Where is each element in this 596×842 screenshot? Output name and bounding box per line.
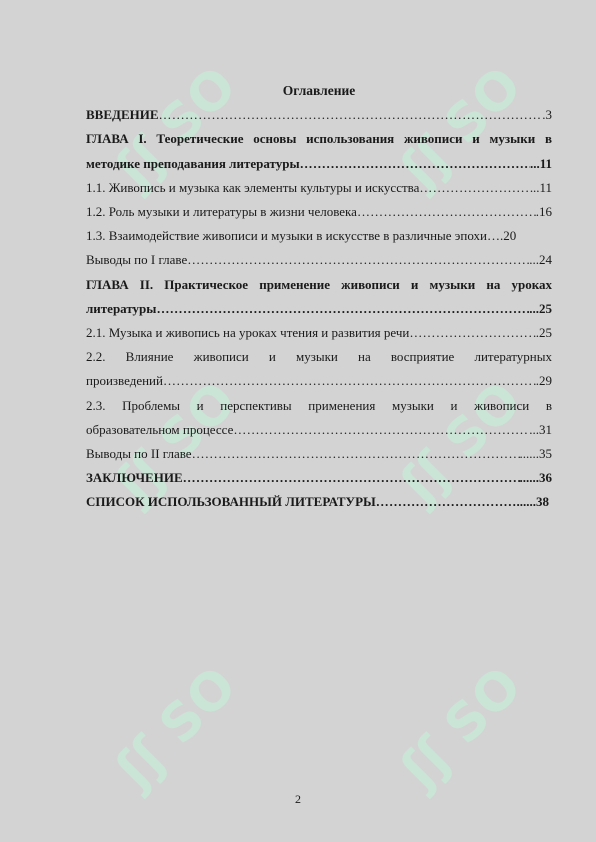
toc-entry-1-1[interactable]	[86, 176, 552, 200]
toc-entry-page: .25	[535, 325, 552, 341]
toc-title: Оглавление	[282, 83, 356, 98]
toc-entry-text: 1.1. Живопись и музыка как элементы культуры и искусства	[86, 179, 420, 195]
toc-entry-text: образовательном процессе	[86, 421, 234, 437]
toc-entry-page: ….20	[486, 228, 517, 244]
toc-leader	[300, 152, 530, 176]
toc-entry-text: 2.1. Музыка и живопись на уроках чтения и развития речи	[86, 325, 410, 341]
toc-leader	[187, 248, 529, 272]
toc-entry-text: литературы	[86, 300, 157, 316]
svg-text:ʃʃ SOFF: ʃʃ SOFF	[389, 23, 562, 200]
toc-entry-text: ЗАКЛЮЧЕНИЕ	[86, 470, 183, 486]
table-of-contents	[86, 79, 552, 515]
toc-leader	[156, 297, 529, 321]
toc-entry-text: Выводы по II главе	[86, 446, 192, 462]
toc-entry-text: 1.2. Роль музыки и литературы в жизни человека	[86, 204, 357, 220]
toc-entry-page: ..11	[532, 179, 552, 195]
page-number: 2	[295, 792, 301, 806]
svg-text:ʃʃ SOFF: ʃʃ SOFF	[104, 338, 277, 515]
toc-entry-chapter-2[interactable]	[86, 273, 552, 321]
toc-entry-chapter-1[interactable]	[86, 127, 552, 175]
toc-entry-text: ВВЕДЕНИЕ	[86, 107, 159, 123]
toc-entry-page: ...11	[529, 155, 552, 171]
svg-text:ʃʃ SOFF: ʃʃ SOFF	[104, 23, 277, 200]
toc-entry-1-2[interactable]	[86, 200, 552, 224]
toc-entry-2-2[interactable]	[86, 345, 552, 393]
toc-entry-introduction[interactable]	[86, 103, 552, 127]
toc-entry-page: ......36	[519, 470, 552, 486]
toc-entry-line: ГЛАВА I. Теоретические основы использования живописи и музыки в	[86, 131, 552, 147]
toc-entry-page: .3	[542, 107, 552, 123]
toc-entry-2-3[interactable]	[86, 394, 552, 442]
svg-text:ʃʃ SOFF: ʃʃ SOFF	[389, 623, 562, 800]
toc-entry-text: Выводы по I главе	[86, 252, 188, 268]
toc-entry-text: СПИСОК ИСПОЛЬЗОВАННЫЙ ЛИТЕРАТУРЫ	[86, 494, 376, 510]
toc-entry-page: ...31	[529, 421, 552, 437]
toc-leader	[163, 369, 536, 393]
toc-entry-page: ......35	[519, 446, 552, 462]
toc-entry-bibliography[interactable]	[86, 490, 552, 514]
toc-entry-text: произведений	[86, 373, 163, 389]
svg-text:ʃʃ SOFF: ʃʃ SOFF	[104, 623, 277, 800]
toc-entry-conclusion[interactable]	[86, 466, 552, 490]
toc-entry-1-3[interactable]	[86, 224, 552, 248]
toc-leader	[419, 176, 533, 200]
toc-entry-2-1[interactable]	[86, 321, 552, 345]
toc-entry-page: .16	[535, 204, 552, 220]
toc-entry-conclusions-2[interactable]	[86, 442, 552, 466]
toc-leader	[376, 490, 517, 514]
toc-entry-page: ......38	[516, 494, 549, 510]
toc-entry-line: 2.2. Влияние живописи и музыки на восприятие литературных	[86, 349, 552, 365]
svg-text:ʃʃ SOFF: ʃʃ SOFF	[389, 338, 562, 515]
toc-leader	[159, 103, 543, 127]
toc-leader	[409, 321, 535, 345]
toc-entry-conclusions-1[interactable]	[86, 248, 552, 272]
toc-entry-text: методике преподавания литературы	[86, 155, 300, 171]
toc-entry-page: ...25	[529, 300, 552, 316]
toc-entry-text: 1.3. Взаимодействие живописи и музыки в искусстве в различные эпохи	[86, 228, 487, 244]
toc-entry-page: ...24	[529, 252, 552, 268]
toc-leader	[192, 442, 520, 466]
toc-leader	[183, 466, 520, 490]
toc-entry-page: .29	[535, 373, 552, 389]
toc-entry-line: 2.3. Проблемы и перспективы применения музыки и живописи в	[86, 397, 552, 413]
toc-leader	[357, 200, 536, 224]
toc-leader	[233, 418, 529, 442]
toc-entry-line: ГЛАВА II. Практическое применение живописи и музыки на уроках	[86, 276, 552, 292]
